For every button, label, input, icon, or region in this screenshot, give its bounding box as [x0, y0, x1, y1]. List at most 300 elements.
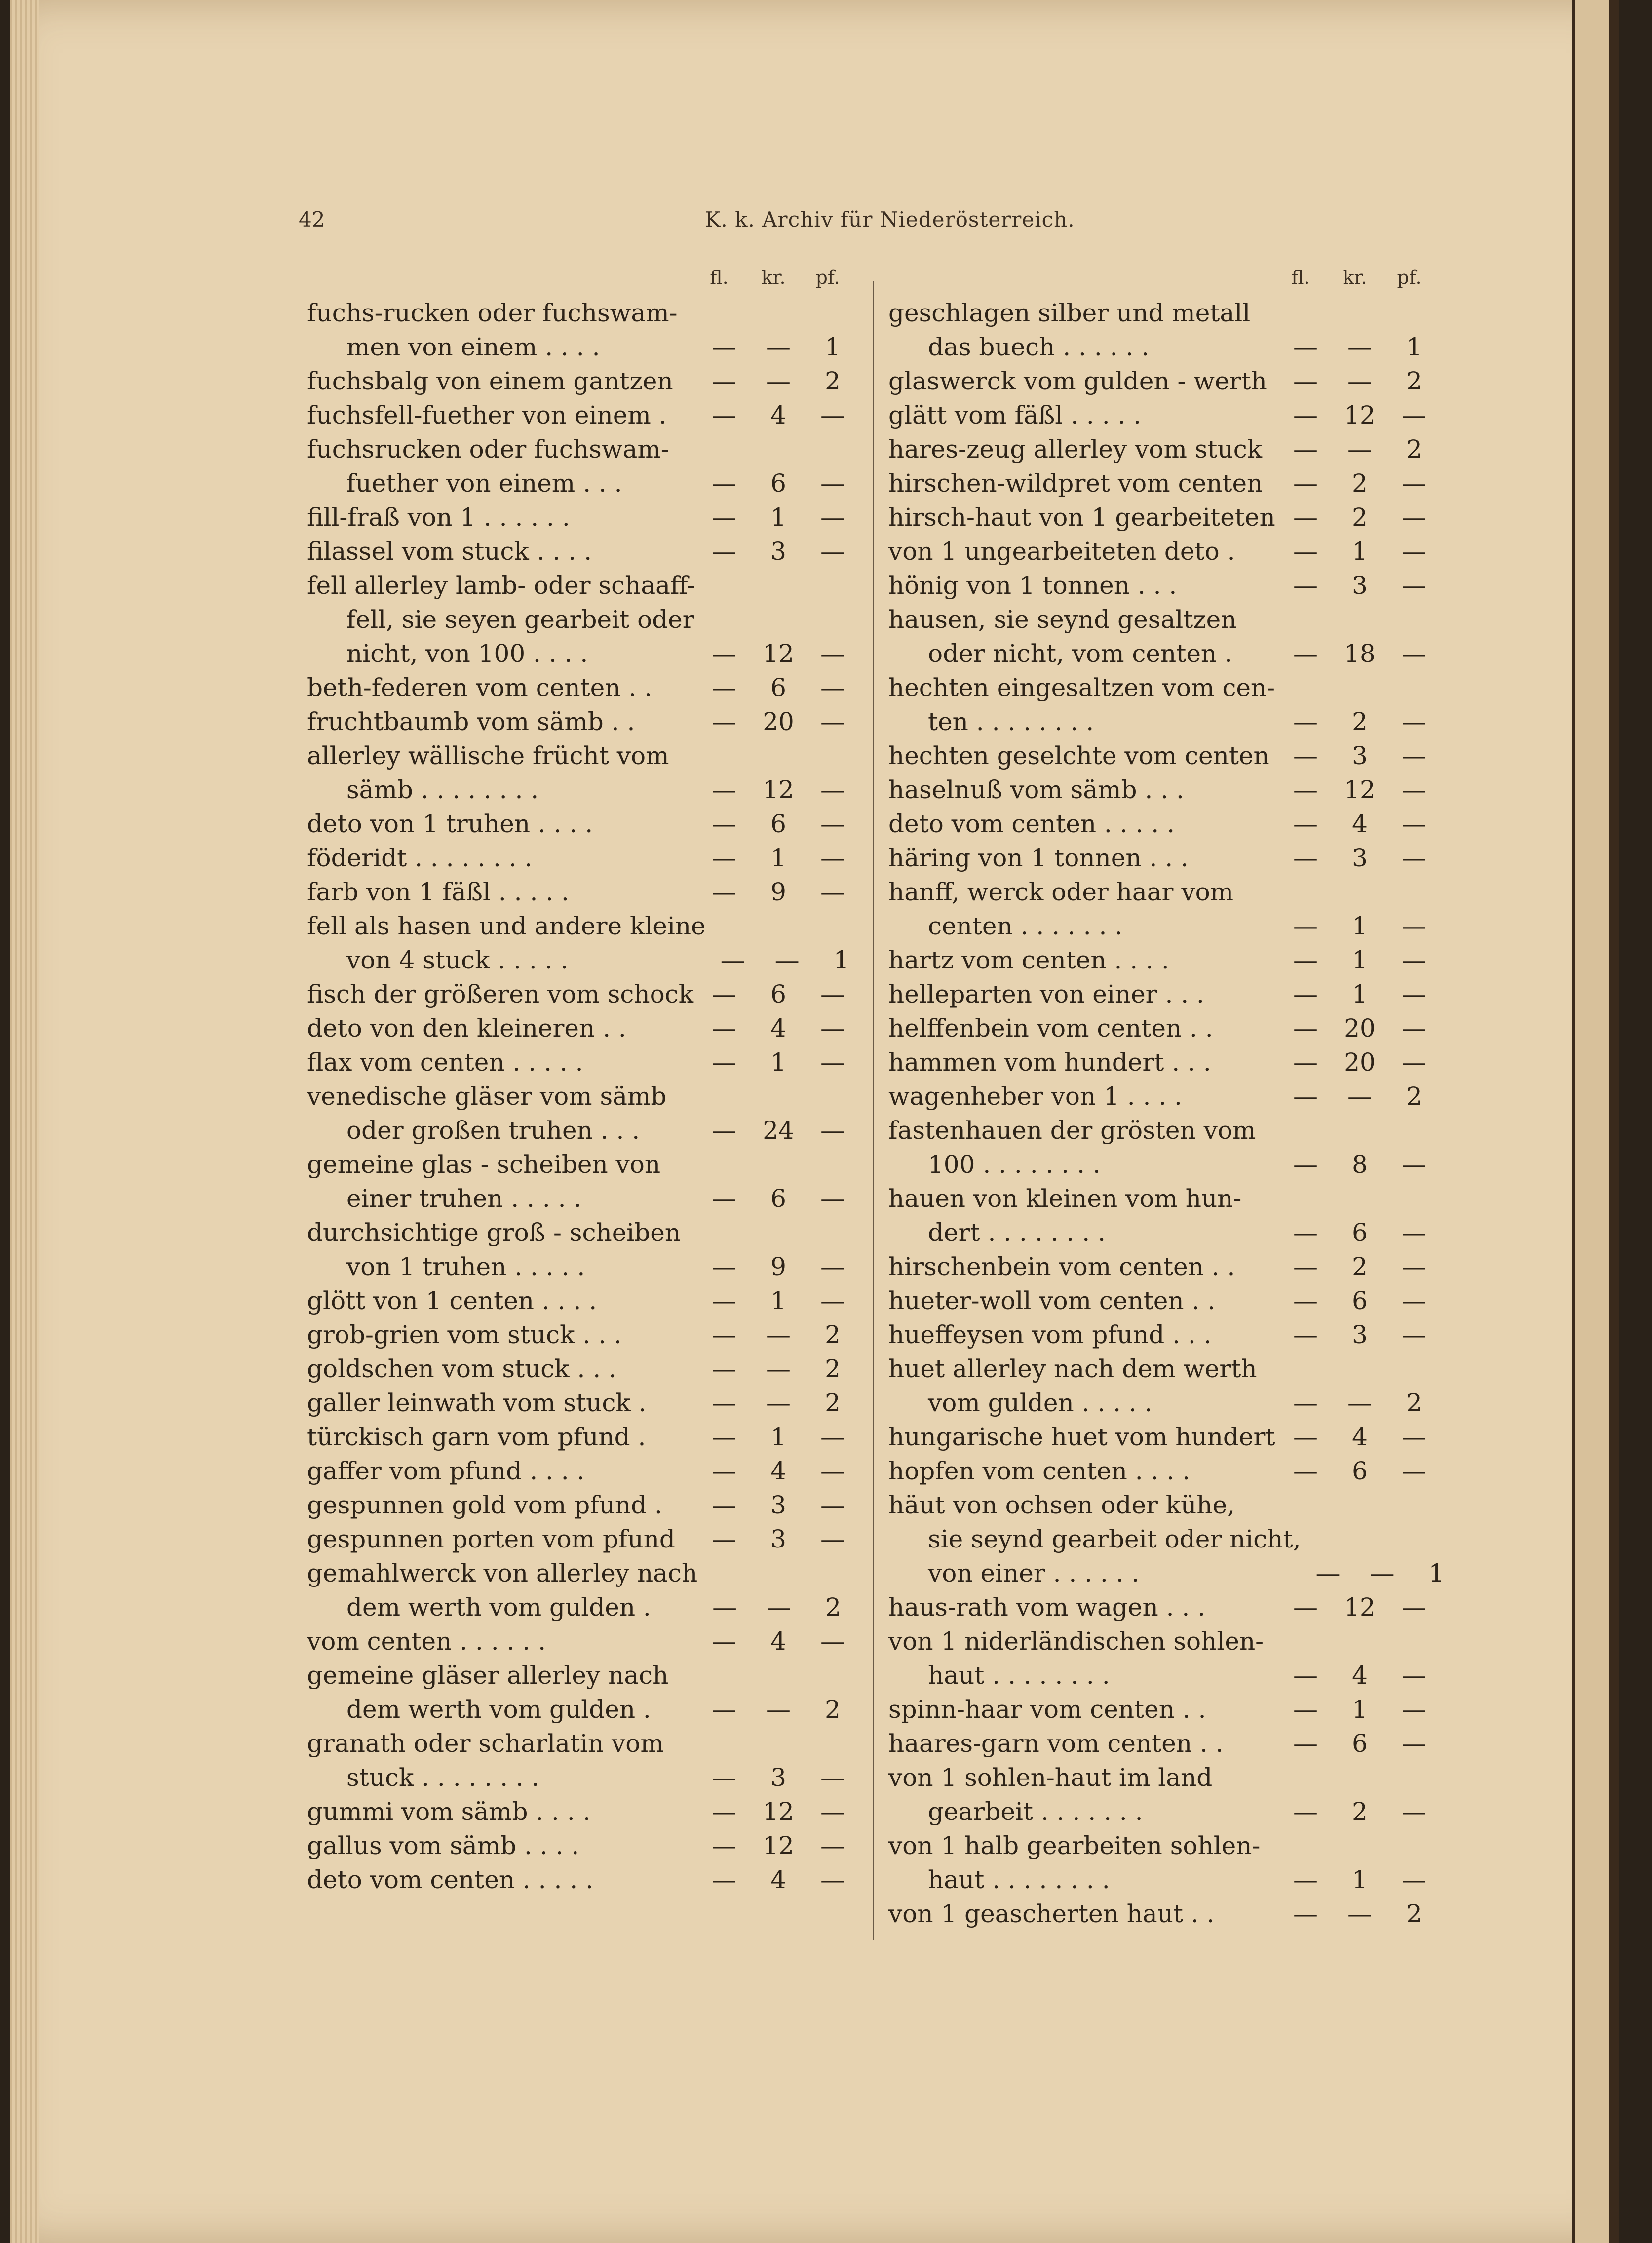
entry-kr: 3: [770, 537, 786, 566]
entry-kr: 1: [1352, 1865, 1368, 1894]
entry-description: [888, 773, 1278, 807]
entry-description: [307, 1556, 697, 1624]
entry-kr: 6: [1352, 1457, 1368, 1485]
entry-description: [888, 1352, 1278, 1420]
entry-description: [307, 1420, 697, 1454]
entry-fl: —: [1293, 1423, 1318, 1451]
entry-line: fuchsfell-fuether von einem .: [307, 401, 667, 429]
entry-pf: —: [1402, 775, 1426, 804]
tariff-entry: [888, 1727, 1431, 1761]
tariff-entry: [888, 1011, 1431, 1045]
entry-kr: —: [766, 1389, 791, 1417]
entry-pf: —: [820, 1831, 845, 1860]
entry-line: gaffer vom pfund . . . .: [307, 1457, 585, 1485]
tariff-entry: [307, 569, 846, 671]
entry-description: [307, 1318, 697, 1352]
tariff-entry: [888, 364, 1431, 398]
entry-fl: —: [1293, 946, 1318, 974]
entry-kr: 12: [1344, 401, 1376, 429]
tariff-entry: [888, 1624, 1431, 1693]
entry-fl: —: [1293, 1150, 1318, 1179]
entry-line: hartz vom centen . . . .: [888, 946, 1169, 974]
entry-fl: —: [712, 469, 736, 498]
tariff-entry: [888, 1761, 1431, 1829]
entry-fl: —: [712, 775, 736, 804]
tariff-entry: [888, 841, 1431, 875]
entry-description: [888, 875, 1278, 943]
entry-pf: —: [1402, 844, 1426, 872]
entry-fl: —: [1293, 844, 1318, 872]
entry-description: [307, 705, 697, 739]
tariff-entry: [307, 364, 846, 398]
tariff-entry: [888, 1693, 1431, 1727]
tariff-entry: [888, 977, 1431, 1011]
entry-description: [307, 977, 697, 1011]
entry-line: fuchsrucken oder fuchswam-: [307, 435, 669, 464]
entry-fl: —: [712, 878, 736, 906]
entry-description: [307, 501, 697, 535]
entry-description: [888, 841, 1278, 875]
entry-kr: 1: [770, 1423, 786, 1451]
entry-line: von 1 ungearbeiteten deto .: [888, 537, 1235, 566]
tariff-entry: [307, 1624, 846, 1659]
entry-fl: —: [1293, 912, 1318, 940]
column-divider: [873, 281, 874, 1940]
entry-description: [307, 875, 697, 909]
entry-fl: —: [712, 844, 736, 872]
entry-line: sie seynd gearbeit oder nicht,: [928, 1525, 1301, 1553]
entry-line: goldschen vom stuck . . .: [307, 1354, 616, 1383]
tariff-entry: [307, 1045, 846, 1080]
entry-pf: —: [820, 707, 845, 736]
entry-line: hirsch-haut von 1 gearbeiteten: [888, 503, 1275, 532]
entry-pf: —: [820, 1627, 845, 1656]
entry-line: hechten geselchte vom centen: [888, 741, 1269, 770]
entry-line: hueter-woll vom centen . .: [888, 1286, 1216, 1315]
entry-kr: 12: [763, 1831, 794, 1860]
entry-fl: —: [1293, 741, 1318, 770]
entry-line: hechten eingesaltzen vom cen-: [888, 673, 1275, 702]
entry-line: hausen, sie seynd gesaltzen: [888, 605, 1237, 634]
entry-kr: —: [1347, 1899, 1372, 1928]
entry-line: gemahlwerck von allerley nach: [307, 1559, 698, 1587]
tariff-entry: [307, 1659, 846, 1727]
entry-line: vom gulden . . . . .: [928, 1389, 1153, 1417]
tariff-entry: [307, 535, 846, 569]
entry-line: häring von 1 tonnen . . .: [888, 844, 1189, 872]
entry-description: [888, 1693, 1278, 1727]
tariff-entry: [888, 296, 1431, 364]
entry-pf: —: [1402, 469, 1426, 498]
entry-line: glaswerck vom gulden - werth: [888, 367, 1267, 395]
entry-line: glött von 1 centen . . . .: [307, 1286, 597, 1315]
entry-fl: —: [712, 1491, 736, 1519]
entry-pf: —: [1402, 707, 1426, 736]
entry-description: [307, 1624, 697, 1659]
entry-line: gearbeit . . . . . . .: [928, 1797, 1143, 1826]
entry-kr: 3: [1352, 741, 1368, 770]
entry-pf: 2: [1406, 1389, 1422, 1417]
entry-pf: —: [820, 1286, 845, 1315]
entry-fl: —: [1293, 401, 1318, 429]
entry-description: [307, 1284, 697, 1318]
entry-description: [888, 432, 1278, 466]
entry-pf: —: [820, 1014, 845, 1043]
tariff-entry: [888, 432, 1431, 466]
entry-fl: —: [712, 1457, 736, 1485]
entry-kr: 1: [770, 1048, 786, 1077]
entry-description: [888, 1080, 1278, 1114]
entry-kr: 2: [1352, 1797, 1368, 1826]
tariff-entry: [888, 1114, 1431, 1182]
entry-fl: —: [1293, 980, 1318, 1008]
entry-kr: —: [774, 946, 800, 974]
entry-description: [307, 364, 697, 398]
entry-line: dem werth vom gulden .: [346, 1593, 651, 1622]
entry-description: [307, 1216, 697, 1284]
entry-fl: —: [712, 1831, 736, 1860]
entry-description: [888, 1727, 1278, 1761]
entry-fl: —: [1293, 1218, 1318, 1247]
tariff-entry: [307, 1795, 846, 1829]
entry-fl: —: [1293, 435, 1318, 464]
entry-line: hopfen vom centen . . . .: [888, 1457, 1190, 1485]
tariff-entry: [888, 1488, 1445, 1590]
entry-kr: 3: [1352, 571, 1368, 600]
tariff-entry: [888, 739, 1431, 773]
entry-description: [888, 398, 1278, 432]
tariff-entry: [307, 1148, 846, 1216]
left-column: [307, 267, 849, 1897]
entry-pf: —: [820, 401, 845, 429]
tariff-entry: [307, 1284, 846, 1318]
entry-description: [307, 1148, 697, 1216]
entry-description: [888, 807, 1278, 841]
entry-description: [307, 1045, 697, 1080]
entry-fl: —: [1293, 1320, 1318, 1349]
entry-kr: 4: [1352, 1423, 1368, 1451]
left-entry-list: [307, 296, 849, 1897]
entry-line: fastenhauen der grösten vom: [888, 1116, 1256, 1145]
entry-kr: 2: [1352, 469, 1368, 498]
entry-line: fell, sie seyen gearbeit oder: [346, 605, 694, 634]
entry-pf: —: [820, 469, 845, 498]
entry-kr: 4: [770, 1865, 786, 1894]
entry-line: gespunnen porten vom pfund: [307, 1525, 675, 1553]
left-column-header: [307, 267, 846, 296]
entry-kr: —: [766, 1695, 791, 1724]
entry-line: haut . . . . . . . .: [928, 1865, 1110, 1894]
tariff-entry: [307, 1556, 846, 1624]
entry-pf: —: [1402, 1218, 1426, 1247]
entry-kr: 8: [1352, 1150, 1368, 1179]
entry-pf: —: [1402, 1661, 1426, 1690]
entry-description: [307, 1080, 697, 1148]
entry-fl: —: [1293, 1865, 1318, 1894]
entry-kr: —: [766, 367, 791, 395]
entry-description: [888, 1284, 1278, 1318]
tariff-entry: [888, 501, 1431, 535]
entry-fl: —: [712, 1320, 736, 1349]
entry-line: gemeine gläser allerley nach: [307, 1661, 669, 1690]
tariff-entry: [307, 807, 846, 841]
entry-line: fell als hasen und andere kleine: [307, 912, 706, 940]
entry-line: flax vom centen . . . . .: [307, 1048, 583, 1077]
entry-line: haares-garn vom centen . .: [888, 1729, 1224, 1758]
entry-kr: 4: [770, 1457, 786, 1485]
entry-fl: —: [1293, 1252, 1318, 1281]
entry-fl: —: [1293, 1048, 1318, 1077]
entry-fl: —: [712, 1627, 736, 1656]
entry-fl: —: [712, 401, 736, 429]
tariff-entry: [307, 977, 846, 1011]
entry-description: [888, 535, 1278, 569]
entry-kr: 6: [770, 469, 786, 498]
entry-line: huet allerley nach dem werth: [888, 1354, 1257, 1383]
entry-pf: 2: [825, 1695, 841, 1724]
entry-line: stuck . . . . . . . .: [346, 1763, 539, 1792]
tariff-entry: [307, 671, 846, 705]
entry-description: [888, 1488, 1301, 1590]
entry-line: wagenheber von 1 . . . .: [888, 1082, 1182, 1111]
entry-pf: —: [820, 775, 845, 804]
entry-pf: —: [820, 503, 845, 532]
entry-kr: 1: [1352, 1695, 1368, 1724]
entry-description: [307, 671, 697, 705]
tariff-entry: [307, 841, 846, 875]
tariff-entry: [888, 1454, 1431, 1488]
tariff-entry: [307, 1216, 846, 1284]
entry-fl: —: [712, 673, 736, 702]
tariff-entry: [307, 739, 846, 807]
entry-line: oder großen truhen . . .: [346, 1116, 640, 1145]
entry-kr: 1: [770, 503, 786, 532]
entry-fl: —: [1293, 810, 1318, 838]
tariff-entry: [307, 1080, 846, 1148]
entry-line: dem werth vom gulden .: [346, 1695, 651, 1724]
entry-pf: —: [1402, 912, 1426, 940]
entry-pf: 2: [1406, 435, 1422, 464]
entry-kr: 6: [1352, 1286, 1368, 1315]
entry-description: [888, 1454, 1278, 1488]
entry-line: galler leinwath vom stuck .: [307, 1389, 647, 1417]
entry-line: fuchsbalg von einem gantzen: [307, 367, 673, 395]
entry-kr: 3: [770, 1525, 786, 1553]
entry-description: [888, 364, 1278, 398]
page-number: 42: [299, 207, 325, 232]
tariff-entry: [888, 603, 1431, 671]
tariff-entry: [307, 1727, 846, 1795]
entry-pf: —: [820, 980, 845, 1008]
entry-pf: —: [1402, 1457, 1426, 1485]
entry-line: allerley wällische frücht vom: [307, 741, 669, 770]
entry-pf: —: [1402, 1252, 1426, 1281]
entry-kr: 20: [1344, 1014, 1376, 1043]
entry-kr: 1: [1352, 980, 1368, 1008]
entry-description: [307, 807, 697, 841]
tariff-entry: [307, 1522, 846, 1556]
entry-kr: 12: [763, 775, 794, 804]
entry-pf: —: [820, 673, 845, 702]
header-pf: pf.: [815, 267, 840, 288]
entry-description: [888, 569, 1278, 603]
entry-pf: —: [1402, 1150, 1426, 1179]
entry-kr: 6: [770, 673, 786, 702]
right-column-header: [888, 267, 1431, 296]
entry-kr: —: [1347, 435, 1372, 464]
entry-pf: —: [1402, 1048, 1426, 1077]
entry-line: fisch der größeren vom schock: [307, 980, 694, 1008]
entry-fl: —: [712, 1048, 736, 1077]
entry-line: dert . . . . . . . .: [928, 1218, 1106, 1247]
tariff-entry: [307, 398, 846, 432]
entry-pf: —: [1402, 571, 1426, 600]
entry-fl: —: [712, 333, 736, 361]
entry-kr: 12: [763, 639, 794, 668]
entry-line: geschlagen silber und metall: [888, 299, 1251, 327]
entry-fl: —: [712, 1286, 736, 1315]
entry-pf: —: [820, 1184, 845, 1213]
entry-kr: 4: [770, 1627, 786, 1656]
entry-description: [888, 1829, 1278, 1897]
entry-fl: —: [712, 639, 736, 668]
entry-description: [307, 1011, 697, 1045]
tariff-entry: [307, 1420, 846, 1454]
entry-line: fuether von einem . . .: [346, 469, 622, 498]
entry-pf: 2: [825, 367, 841, 395]
entry-line: hirschenbein vom centen . .: [888, 1252, 1235, 1281]
entry-description: [888, 1011, 1278, 1045]
entry-fl: —: [1293, 1661, 1318, 1690]
entry-fl: —: [1293, 1389, 1318, 1417]
entry-line: fill-fraß von 1 . . . . . .: [307, 503, 570, 532]
tariff-entry: [888, 1352, 1431, 1420]
entry-description: [307, 909, 706, 977]
entry-line: gespunnen gold vom pfund .: [307, 1491, 662, 1519]
entry-fl: —: [712, 1695, 736, 1724]
entry-fl: —: [712, 1184, 736, 1213]
entry-fl: —: [1293, 571, 1318, 600]
entry-fl: —: [1293, 469, 1318, 498]
entry-fl: —: [712, 1423, 736, 1451]
entry-kr: —: [766, 1354, 791, 1383]
tariff-entry: [888, 466, 1431, 501]
entry-pf: —: [820, 639, 845, 668]
entry-pf: —: [1402, 639, 1426, 668]
entry-line: deto von den kleineren . .: [307, 1014, 626, 1043]
entry-line: farb von 1 fäßl . . . . .: [307, 878, 569, 906]
entry-kr: 4: [1352, 810, 1368, 838]
header-fl: fl.: [710, 267, 729, 288]
entry-fl: —: [1293, 1014, 1318, 1043]
entry-pf: 1: [1406, 333, 1422, 361]
tariff-entry: [307, 909, 849, 977]
tariff-entry: [888, 773, 1431, 807]
running-title: K. k. Archiv für Niederösterreich.: [705, 207, 1075, 232]
entry-kr: 12: [1344, 1593, 1376, 1622]
entry-line: haselnuß vom sämb . . .: [888, 775, 1184, 804]
entry-kr: 18: [1344, 639, 1376, 668]
entry-line: häut von ochsen oder kühe,: [888, 1491, 1235, 1519]
entry-line: von 1 niderländischen sohlen-: [888, 1627, 1264, 1656]
entry-line: von 4 stuck . . . . .: [346, 946, 569, 974]
tariff-entry: [888, 398, 1431, 432]
entry-line: gemeine glas - scheiben von: [307, 1150, 661, 1179]
entry-description: [888, 466, 1278, 501]
entry-pf: —: [1402, 503, 1426, 532]
entry-line: von 1 geascherten haut . .: [888, 1899, 1215, 1928]
entry-description: [307, 1829, 697, 1863]
entry-kr: 4: [1352, 1661, 1368, 1690]
entry-pf: —: [820, 537, 845, 566]
entry-kr: 6: [1352, 1218, 1368, 1247]
tariff-entry: [307, 1454, 846, 1488]
entry-fl: —: [712, 1763, 736, 1792]
entry-description: [888, 1897, 1278, 1931]
entry-line: föderidt . . . . . . . .: [307, 844, 533, 872]
entry-description: [307, 1386, 697, 1420]
entry-line: helleparten von einer . . .: [888, 980, 1204, 1008]
entry-description: [888, 1318, 1278, 1352]
entry-line: vom centen . . . . . .: [307, 1627, 546, 1656]
entry-line: nicht, von 100 . . . .: [346, 639, 588, 668]
header-kr: kr.: [1343, 267, 1367, 288]
entry-kr: 12: [763, 1797, 794, 1826]
entry-pf: 1: [825, 333, 841, 361]
entry-line: oder nicht, vom centen .: [928, 639, 1232, 668]
tariff-entry: [888, 1590, 1431, 1624]
entry-line: hauen von kleinen vom hun-: [888, 1184, 1242, 1213]
entry-pf: —: [820, 1116, 845, 1145]
tariff-entry: [307, 501, 846, 535]
entry-line: von 1 halb gearbeiten sohlen-: [888, 1831, 1261, 1860]
entry-description: [888, 1045, 1278, 1080]
right-entry-list: [888, 296, 1445, 1931]
entry-line: filassel vom stuck . . . .: [307, 537, 592, 566]
entry-line: von 1 sohlen-haut im land: [888, 1763, 1213, 1792]
entry-kr: 1: [770, 1286, 786, 1315]
entry-kr: 20: [763, 707, 794, 736]
entry-kr: 1: [770, 844, 786, 872]
entry-kr: 9: [770, 1252, 786, 1281]
entry-description: [888, 1590, 1278, 1624]
entry-kr: 9: [770, 878, 786, 906]
entry-kr: 3: [1352, 1320, 1368, 1349]
tariff-entry: [307, 705, 846, 739]
entry-description: [888, 603, 1278, 671]
entry-line: einer truhen . . . . .: [346, 1184, 582, 1213]
entry-fl: —: [712, 537, 736, 566]
entry-pf: 2: [825, 1320, 841, 1349]
entry-description: [307, 1659, 697, 1727]
entry-line: spinn-haar vom centen . .: [888, 1695, 1206, 1724]
entry-pf: —: [1402, 980, 1426, 1008]
entry-description: [888, 1182, 1278, 1250]
entry-fl: —: [712, 1252, 736, 1281]
entry-description: [307, 1795, 697, 1829]
entry-fl: —: [1293, 1286, 1318, 1315]
entry-fl: —: [1293, 1695, 1318, 1724]
tariff-entry: [307, 1386, 846, 1420]
entry-line: deto vom centen . . . . .: [888, 810, 1175, 838]
entry-kr: 1: [1352, 946, 1368, 974]
entry-description: [888, 1624, 1278, 1693]
entry-line: hammen vom hundert . . .: [888, 1048, 1211, 1077]
entry-kr: 1: [1352, 912, 1368, 940]
entry-pf: 2: [825, 1389, 841, 1417]
entry-fl: —: [712, 367, 736, 395]
entry-line: das buech . . . . . .: [928, 333, 1150, 361]
